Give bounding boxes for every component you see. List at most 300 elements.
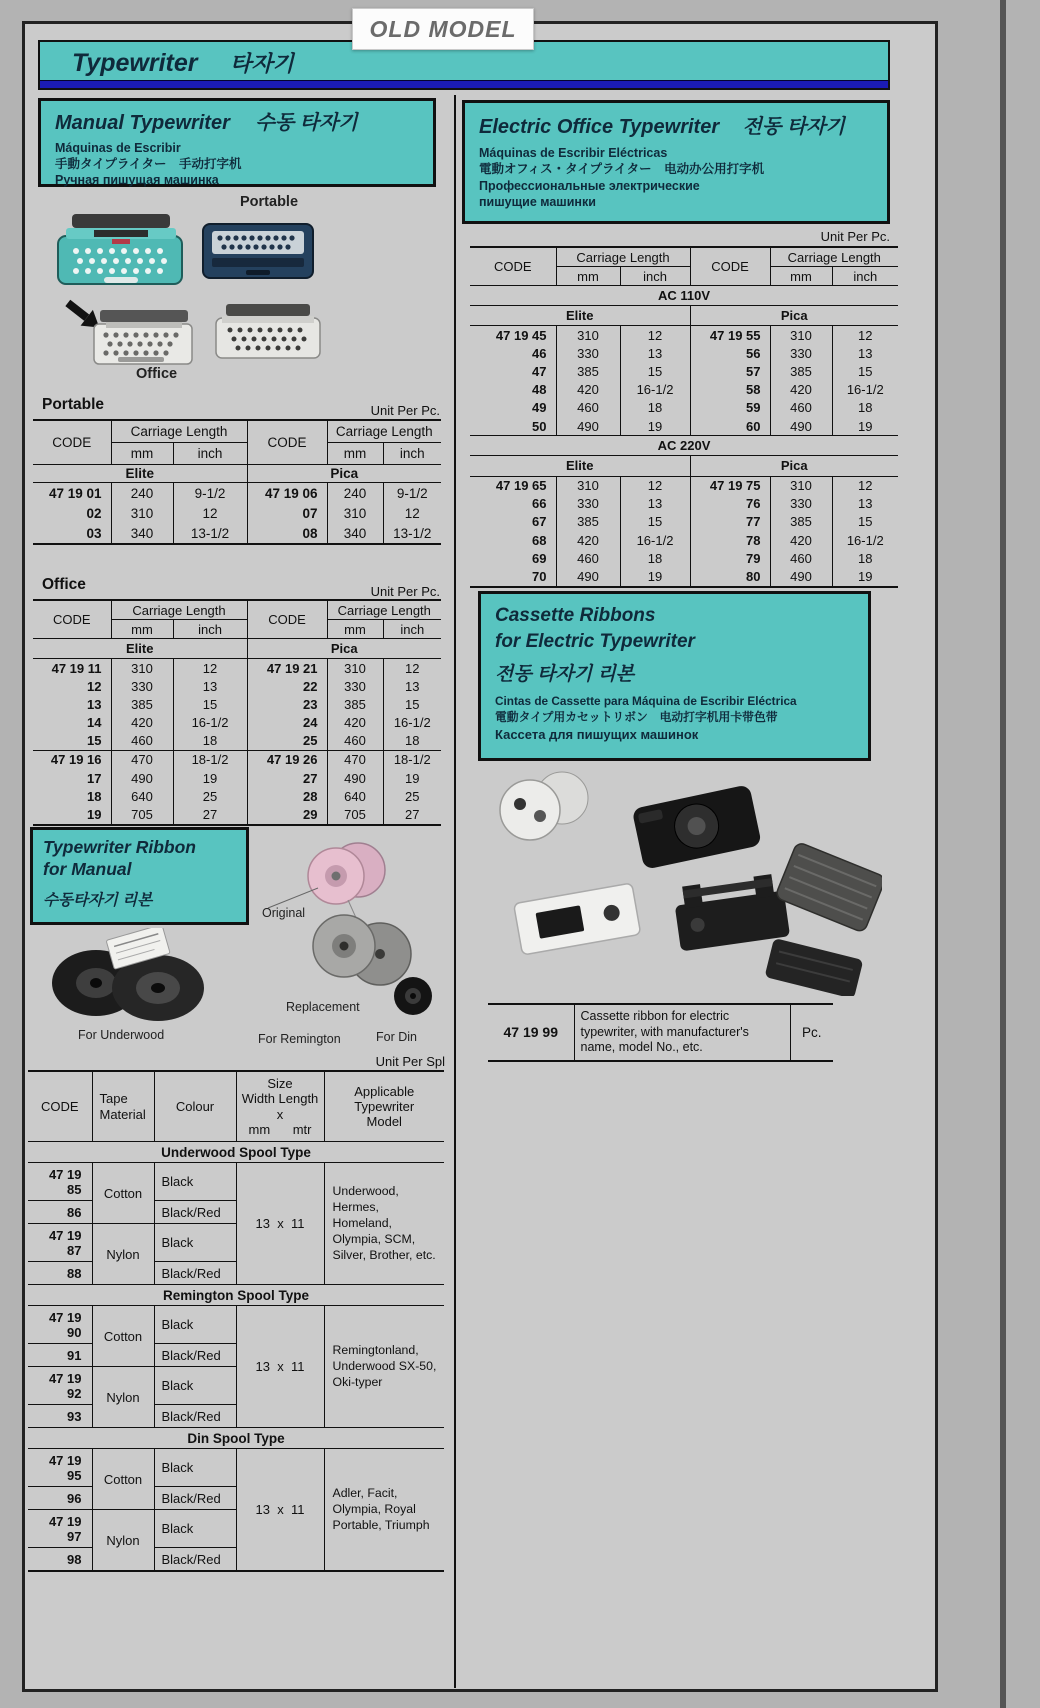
col-mm: mm <box>556 267 620 286</box>
table-cell: 460 <box>111 732 173 751</box>
col-mm: mm <box>770 267 832 286</box>
table-cell: 310 <box>111 503 173 523</box>
table-cell: 13-1/2 <box>383 523 441 544</box>
table-cell: 310 <box>111 659 173 678</box>
code-cell: 47 19 92 <box>28 1367 92 1405</box>
table-cell: 27 <box>383 805 441 824</box>
table-cell: 19 <box>832 567 898 586</box>
code-cell: 47 19 90 <box>28 1306 92 1344</box>
table-row <box>28 1306 444 1344</box>
col-inch: inch <box>383 620 441 639</box>
table-cell: 330 <box>556 495 620 513</box>
table-cell: 490 <box>556 567 620 586</box>
portable-photo-label: Portable <box>240 194 299 210</box>
table-cell: 12 <box>832 326 898 345</box>
table-row <box>470 363 898 381</box>
table-cell: 13 <box>832 495 898 513</box>
ribbon-unit-label: Unit Per Spl <box>375 1054 445 1069</box>
cassette-sub-es: Cintas de Cassette para Máquina de Escribir Eléctrica <box>495 694 797 709</box>
table-row <box>470 476 898 495</box>
table-cell: 48 <box>532 382 547 398</box>
size-unit-mm: mm <box>248 1121 271 1137</box>
table-cell: 640 <box>327 787 383 805</box>
table-cell: 12 <box>87 678 102 694</box>
colour-cell: Black <box>154 1367 236 1405</box>
table-cell: 79 <box>690 549 770 567</box>
table-cell: 02 <box>86 505 102 521</box>
table-cell: 22 <box>247 677 327 695</box>
table-cell: 18-1/2 <box>173 750 247 769</box>
table-cell: 18 <box>87 788 102 804</box>
page-edge-band <box>1000 0 1006 1708</box>
table-header <box>33 600 441 639</box>
code-cell: 47 19 99 <box>503 1024 558 1041</box>
table-row <box>33 787 441 805</box>
table-cell: 18 <box>620 399 690 417</box>
group-pica: Pica <box>690 306 898 326</box>
col-size <box>236 1071 324 1142</box>
for-din-photo-label: For Din <box>376 1030 417 1044</box>
electric-unit-label: Unit Per Pc. <box>820 229 890 244</box>
table-cell: 08 <box>247 523 327 544</box>
table-cell: 67 <box>532 514 547 530</box>
table-cell: 03 <box>86 525 102 541</box>
table-cell: 490 <box>770 417 832 436</box>
code-cell: 98 <box>67 1551 82 1567</box>
group-elite: Elite <box>33 465 247 483</box>
table-cell: 47 19 06 <box>247 483 327 504</box>
table-cell: 310 <box>327 659 383 678</box>
table-cell: 66 <box>532 496 547 512</box>
table-cell: 15 <box>87 733 102 749</box>
table-row <box>28 1163 444 1201</box>
electric-sub-ja-zh: 電動オフィス・タイプライター 电动办公用打字机 <box>479 162 765 177</box>
office-photo-label: Office <box>136 366 178 382</box>
table-cell: 490 <box>327 769 383 787</box>
colour-cell: Black/Red <box>154 1405 236 1428</box>
table-header <box>33 420 441 465</box>
group-elite: Elite <box>33 639 247 659</box>
table-cell: 76 <box>690 495 770 513</box>
group-pica: Pica <box>247 639 441 659</box>
table-cell: 13 <box>383 677 441 695</box>
table-cell: 310 <box>556 476 620 495</box>
table-row <box>470 381 898 399</box>
colour-cell: Black <box>154 1163 236 1201</box>
table-cell: 14 <box>87 715 102 731</box>
table-cell: 28 <box>247 787 327 805</box>
cassette-ribbons-photo <box>482 768 882 1001</box>
table-cell: 12 <box>620 476 690 495</box>
table-cell: 12 <box>383 659 441 678</box>
code-cell: 47 19 87 <box>28 1224 92 1262</box>
tape-cell: Nylon <box>92 1367 154 1428</box>
colour-cell: Black <box>154 1224 236 1262</box>
table-cell: 24 <box>247 714 327 732</box>
table-cell: 77 <box>690 513 770 531</box>
table-cell: 15 <box>620 363 690 381</box>
table-cell: 19 <box>832 417 898 436</box>
table-row <box>470 399 898 417</box>
table-cell: 29 <box>247 805 327 824</box>
table-row <box>33 483 441 504</box>
electric-title-ko: 전동 타자기 <box>742 116 845 138</box>
manual-office-typewriter-photo <box>58 298 200 375</box>
ac110v-table-body <box>470 326 898 436</box>
office-unit-label: Unit Per Pc. <box>370 584 440 599</box>
col-colour: Colour <box>154 1071 236 1142</box>
col-inch: inch <box>620 267 690 286</box>
table-cell: 385 <box>556 363 620 381</box>
section-title: Remington Spool Type <box>28 1285 444 1306</box>
code-cell: 47 19 85 <box>28 1163 92 1201</box>
table-cell: 310 <box>327 503 383 523</box>
table-cell: 420 <box>556 531 620 549</box>
col-mm: mm <box>327 443 383 465</box>
tape-cell: Nylon <box>92 1224 154 1285</box>
electric-sub-es: Máquinas de Escribir Eléctricas <box>479 146 668 160</box>
table-cell: 13-1/2 <box>173 523 247 544</box>
col-code: CODE <box>493 259 532 274</box>
table-cell: 240 <box>111 483 173 504</box>
table-cell: 19 <box>87 806 102 822</box>
portable-section-title: Portable <box>42 396 105 413</box>
colour-cell: Black/Red <box>154 1548 236 1572</box>
col-carriage-length: Carriage Length <box>327 420 441 443</box>
table-cell: 420 <box>770 381 832 399</box>
table-cell: 460 <box>770 549 832 567</box>
table-cell: 15 <box>173 695 247 713</box>
table-row <box>33 659 441 678</box>
table-cell: 18 <box>620 549 690 567</box>
table-cell: 47 19 55 <box>690 326 770 345</box>
table-cell: 16-1/2 <box>173 714 247 732</box>
table-cell: 420 <box>770 531 832 549</box>
cassette-title-line1: Cassette Ribbons <box>495 605 656 626</box>
office-table-body-b <box>33 750 441 824</box>
table-cell: 19 <box>173 769 247 787</box>
table-cell: 240 <box>327 483 383 504</box>
colour-cell: Black/Red <box>154 1487 236 1510</box>
tape-cell: Cotton <box>92 1163 154 1224</box>
col-inch: inch <box>173 620 247 639</box>
tape-label-line1: Tape <box>99 1091 128 1107</box>
for-remington-photo-label: For Remington <box>258 1032 341 1046</box>
ac110v-label: AC 110V <box>470 286 898 306</box>
table-cell: 385 <box>770 513 832 531</box>
table-cell: 420 <box>111 714 173 732</box>
electric-sub-ru1: Профессиональные электрические <box>479 178 700 193</box>
table-cell: 15 <box>832 513 898 531</box>
section-title: Din Spool Type <box>28 1428 444 1449</box>
ribbon-title-line2: for Manual <box>43 858 132 879</box>
table-cell: 330 <box>770 344 832 362</box>
tape-cell: Cotton <box>92 1449 154 1510</box>
office-table <box>33 599 441 826</box>
table-cell: 490 <box>770 567 832 586</box>
voltage-group-row <box>470 286 898 306</box>
table-row <box>33 769 441 787</box>
table-cell: 385 <box>327 695 383 713</box>
colour-cell: Black <box>154 1510 236 1548</box>
banner-blue-rule <box>40 80 888 88</box>
col-carriage-length: Carriage Length <box>111 420 247 443</box>
for-underwood-photo-label: For Underwood <box>78 1028 165 1042</box>
table-cell: 13 <box>620 495 690 513</box>
tape-cell: Nylon <box>92 1510 154 1572</box>
table-row <box>470 549 898 567</box>
cassette-table <box>488 1003 833 1062</box>
electric-table <box>470 246 898 588</box>
table-cell: 12 <box>620 326 690 345</box>
col-inch: inch <box>383 443 441 465</box>
col-carriage-length: Carriage Length <box>770 247 898 267</box>
manual-portable2-typewriter-photo <box>212 298 324 369</box>
table-cell: 460 <box>327 732 383 751</box>
code-cell: 91 <box>28 1344 92 1367</box>
size-label-line3: x <box>276 1106 284 1122</box>
cassette-sub-ja-zh: 電動タイプ用カセットリボン 电动打字机用卡带色带 <box>495 710 778 725</box>
manual-sub-es: Máquinas de Escribir <box>55 141 181 155</box>
ribbon-table <box>28 1070 444 1572</box>
manual-portable-case-typewriter-photo <box>200 214 316 291</box>
table-cell: 385 <box>770 363 832 381</box>
electric-typewriter-header <box>462 100 890 224</box>
table-cell: 460 <box>770 399 832 417</box>
ribbon-title-ko: 수동타자기 리본 <box>43 891 153 909</box>
table-row <box>33 805 441 824</box>
table-row <box>33 523 441 544</box>
page-title-ko: 타자기 <box>229 51 294 76</box>
table-cell: 330 <box>327 677 383 695</box>
table-cell: 385 <box>111 695 173 713</box>
group-elite: Elite <box>470 306 690 326</box>
table-cell: 25 <box>173 787 247 805</box>
table-cell: 13 <box>832 344 898 362</box>
col-applicable-model <box>324 1071 444 1142</box>
table-cell: 385 <box>556 513 620 531</box>
electric-title <box>479 110 877 139</box>
table-cell: 330 <box>770 495 832 513</box>
page-title-en: Typewriter <box>72 49 198 77</box>
col-code: CODE <box>247 420 327 465</box>
code-cell: 47 19 95 <box>28 1449 92 1487</box>
col-code: CODE <box>40 1098 79 1114</box>
table-cell: 47 19 45 <box>495 327 547 343</box>
table-cell: 13 <box>87 696 102 712</box>
col-tape-material <box>92 1071 154 1142</box>
table-cell: 47 19 16 <box>50 752 102 768</box>
table-cell: 19 <box>620 417 690 436</box>
manual-portable-typewriter-photo <box>52 206 190 297</box>
table-cell: 23 <box>247 695 327 713</box>
code-cell: 86 <box>28 1201 92 1224</box>
size-cell: 13 x 11 <box>236 1163 324 1285</box>
table-row <box>470 417 898 436</box>
table-cell: 27 <box>247 769 327 787</box>
col-carriage-length: Carriage Length <box>556 247 690 267</box>
table-cell: 420 <box>327 714 383 732</box>
applicable-cell: Underwood, Hermes, Homeland, Olympia, SCM, Silver, Brother, etc. <box>324 1163 444 1285</box>
table-cell: 12 <box>383 503 441 523</box>
table-cell: 12 <box>173 659 247 678</box>
colour-cell: Black <box>154 1449 236 1487</box>
applicable-cell: Remingtonland, Underwood SX-50, Oki-typer <box>324 1306 444 1428</box>
table-cell: 15 <box>383 695 441 713</box>
table-cell: 27 <box>173 805 247 824</box>
table-cell: 12 <box>832 476 898 495</box>
table-cell: 19 <box>383 769 441 787</box>
portable-table-body <box>33 483 441 545</box>
table-row <box>470 513 898 531</box>
table-row <box>470 326 898 345</box>
type-group-row <box>470 456 898 476</box>
col-mm: mm <box>111 443 173 465</box>
table-cell: 470 <box>111 750 173 769</box>
table-cell: 13 <box>620 344 690 362</box>
table-cell: 18 <box>832 399 898 417</box>
type-group-row <box>33 639 441 659</box>
code-cell: 93 <box>67 1408 82 1424</box>
manual-title-en: Manual Typewriter <box>55 112 230 134</box>
table-cell: 18-1/2 <box>383 750 441 769</box>
table-cell: 70 <box>532 568 547 584</box>
table-row <box>470 567 898 586</box>
original-photo-label: Original <box>262 906 306 920</box>
section-title: Underwood Spool Type <box>28 1142 444 1163</box>
table-row <box>33 503 441 523</box>
ribbon-title-line1: Typewriter Ribbon <box>43 837 196 857</box>
table-row <box>470 495 898 513</box>
table-cell: 69 <box>532 550 547 566</box>
description-cell: Cassette ribbon for electric typewriter, with manufacturer's name, model No., etc. <box>574 1004 790 1061</box>
voltage-group-row <box>470 436 898 456</box>
table-cell: 47 19 75 <box>690 476 770 495</box>
cassette-title-ko: 전동 타자기 리본 <box>495 664 635 686</box>
size-label-line1: Size <box>267 1076 293 1091</box>
col-mm: mm <box>111 620 173 639</box>
table-cell: 340 <box>111 523 173 544</box>
manual-sub-ru: Ручная пишущая машинка <box>55 173 219 187</box>
table-cell: 16-1/2 <box>832 531 898 549</box>
table-cell: 47 19 11 <box>51 660 102 676</box>
col-code: CODE <box>52 612 91 627</box>
table-cell: 16-1/2 <box>620 531 690 549</box>
section-header-row <box>28 1142 444 1163</box>
column-divider <box>454 95 456 1688</box>
colour-cell: Black/Red <box>154 1262 236 1285</box>
table-cell: 25 <box>383 787 441 805</box>
table-header <box>470 247 898 286</box>
table-row <box>33 695 441 713</box>
table-row <box>33 714 441 732</box>
remington-spool-section <box>28 1285 444 1428</box>
table-cell: 78 <box>690 531 770 549</box>
manual-typewriter-header <box>38 98 436 187</box>
table-cell: 705 <box>111 805 173 824</box>
table-cell: 490 <box>111 769 173 787</box>
table-row <box>33 677 441 695</box>
table-cell: 50 <box>532 418 547 434</box>
replacement-photo-label: Replacement <box>286 1000 360 1014</box>
table-cell: 330 <box>556 344 620 362</box>
table-cell: 18 <box>832 549 898 567</box>
colour-cell: Black <box>154 1306 236 1344</box>
table-cell: 07 <box>247 503 327 523</box>
table-cell: 60 <box>690 417 770 436</box>
table-cell: 470 <box>327 750 383 769</box>
ribbon-section-header <box>30 827 249 925</box>
size-cell: 13 x 11 <box>236 1306 324 1428</box>
size-label-line2: Width Length <box>241 1091 319 1107</box>
table-cell: 47 19 26 <box>247 750 327 769</box>
table-cell: 56 <box>690 344 770 362</box>
table-cell: 16-1/2 <box>832 381 898 399</box>
table-cell: 46 <box>532 345 547 361</box>
col-carriage-length: Carriage Length <box>111 600 247 620</box>
table-cell: 9-1/2 <box>383 483 441 504</box>
table-cell: 640 <box>111 787 173 805</box>
table-cell: 49 <box>532 400 547 416</box>
section-header-row <box>28 1428 444 1449</box>
manual-sub-ja-zh: 手動タイプライター 手动打字机 <box>55 157 242 171</box>
table-row <box>28 1449 444 1487</box>
cassette-ribbons-header <box>478 591 871 761</box>
table-header <box>28 1071 444 1142</box>
table-cell: 47 <box>532 364 547 380</box>
code-cell: 47 19 97 <box>28 1510 92 1548</box>
unit-cell: Pc. <box>790 1004 833 1061</box>
din-spool-section <box>28 1428 444 1572</box>
table-cell: 420 <box>556 381 620 399</box>
manual-title-ko: 수동 타자기 <box>255 112 358 134</box>
code-cell: 88 <box>67 1265 82 1281</box>
table-row <box>33 750 441 769</box>
portable-unit-label: Unit Per Pc. <box>370 403 440 418</box>
code-cell: 96 <box>28 1487 92 1510</box>
table-cell: 15 <box>620 513 690 531</box>
col-inch: inch <box>832 267 898 286</box>
underwood-spools-photo <box>38 928 223 1031</box>
colour-cell: Black/Red <box>154 1201 236 1224</box>
section-header-row <box>28 1285 444 1306</box>
cassette-title-line2: for Electric Typewriter <box>495 630 695 652</box>
table-cell: 57 <box>690 363 770 381</box>
group-pica: Pica <box>690 456 898 476</box>
office-table-body-a <box>33 659 441 751</box>
group-elite: Elite <box>470 456 690 476</box>
electric-sub-ru2: пишущие машинки <box>479 194 596 209</box>
applicable-cell: Adler, Facit, Olympia, Royal Portable, Triumph <box>324 1449 444 1572</box>
type-group-row <box>33 465 441 483</box>
table-cell: 310 <box>770 476 832 495</box>
table-cell: 13 <box>173 677 247 695</box>
table-cell: 9-1/2 <box>173 483 247 504</box>
table-cell: 47 19 01 <box>48 485 102 501</box>
table-cell: 18 <box>173 732 247 751</box>
table-cell: 80 <box>690 567 770 586</box>
table-cell: 460 <box>556 399 620 417</box>
group-pica: Pica <box>247 465 441 483</box>
type-group-row <box>470 306 898 326</box>
ribbon-spools-photo <box>248 838 443 1023</box>
col-code: CODE <box>690 247 770 286</box>
ac220v-label: AC 220V <box>470 436 898 456</box>
table-cell: 17 <box>87 770 102 786</box>
colour-cell: Black/Red <box>154 1344 236 1367</box>
table-row <box>488 1004 833 1061</box>
table-cell: 16-1/2 <box>620 381 690 399</box>
